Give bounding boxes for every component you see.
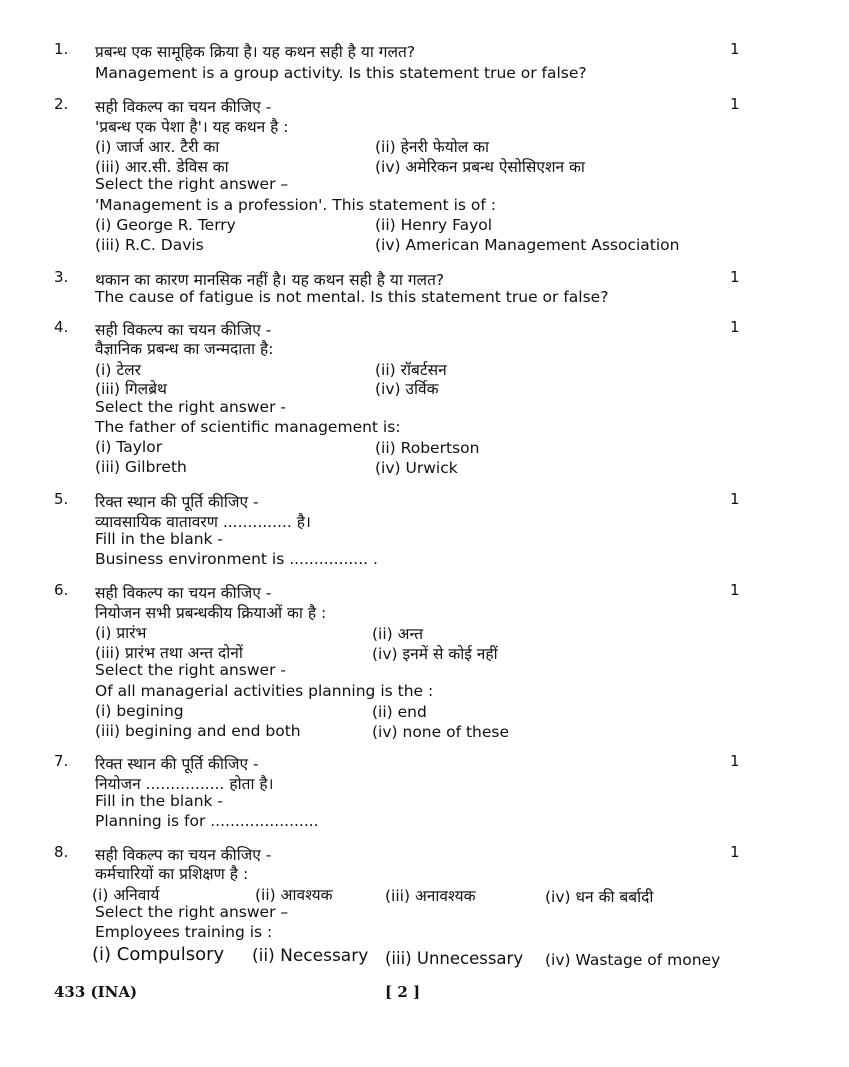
option-hindi: (iv) अमेरिकन प्रबन्ध ऐसोसिएशन का [375,158,585,176]
option-hindi: (iv) धन की बर्बादी [545,888,654,906]
option-english: (iii) R.C. Davis [95,236,204,254]
question-marks: 1 [730,752,740,770]
instruction-hindi: सही विकल्प का चयन कीजिए - [95,584,272,602]
stem-english: Business environment is ................ . [95,550,378,568]
option-english: (i) Compulsory [92,944,225,965]
paper-code: 433 (INA) [54,983,138,1001]
option-hindi: (i) प्रारंभ [95,624,147,642]
option-hindi: (iv) इनमें से कोई नहीं [372,645,498,663]
option-english: (iv) Urwick [375,459,458,477]
instruction-hindi: सही विकल्प का चयन कीजिए - [95,98,272,116]
option-english: (iv) Wastage of money [545,951,721,969]
stem-hindi: वैज्ञानिक प्रबन्ध का जन्मदाता है: [95,340,274,358]
stem-hindi: नियोजन ................ होता है। [95,775,274,793]
question-text-hindi: थकान का कारण मानसिक नहीं है। यह कथन सही है या गलत? [95,271,445,289]
instruction-english: Select the right answer - [95,661,286,679]
question-text-english: The cause of fatigue is not mental. Is this statement true or false? [95,288,609,306]
option-english: (ii) Henry Fayol [375,216,493,234]
instruction-english: Fill in the blank - [95,530,224,548]
stem-english: 'Management is a profession'. This statement is of : [95,196,496,214]
option-english: (ii) Necessary [252,946,369,966]
stem-hindi: नियोजन सभी प्रबन्धकीय क्रियाओं का है : [95,604,327,622]
instruction-hindi: सही विकल्प का चयन कीजिए - [95,846,272,864]
question-marks: 1 [730,95,740,113]
option-hindi: (iii) आर.सी. डेविस का [95,158,229,176]
question-marks: 1 [730,318,740,336]
stem-english: The father of scientific management is: [95,418,401,436]
question-number: 8. [54,843,69,861]
question-marks: 1 [730,268,740,286]
stem-english: Planning is for ...................... [95,812,319,830]
option-hindi: (iii) अनावश्यक [385,887,476,905]
option-english: (i) George R. Terry [95,216,236,234]
stem-english: Of all managerial activities planning is the : [95,682,434,700]
question-number: 3. [54,268,69,286]
option-hindi: (i) अनिवार्य [92,886,160,904]
option-english: (ii) Robertson [375,439,480,457]
question-text-english: Management is a group activity. Is this statement true or false? [95,64,587,82]
stem-english: Employees training is : [95,923,273,941]
instruction-hindi: रिक्त स्थान की पूर्ति कीजिए - [95,755,259,773]
option-hindi: (ii) अन्त [372,625,424,643]
question-number: 2. [54,95,69,113]
option-hindi: (ii) हेनरी फेयोल का [375,138,490,156]
question-number: 6. [54,581,69,599]
option-english: (iii) Unnecessary [385,949,524,968]
option-hindi: (iii) गिलब्रेथ [95,380,167,398]
instruction-hindi: रिक्त स्थान की पूर्ति कीजिए - [95,493,259,511]
instruction-english: Select the right answer – [95,175,289,193]
option-english: (iii) Gilbreth [95,458,187,476]
instruction-english: Select the right answer – [95,903,289,921]
option-hindi: (ii) रॉबर्टसन [375,361,447,379]
option-hindi: (iii) प्रारंभ तथा अन्त दोनों [95,644,243,662]
option-hindi: (i) टेलर [95,361,141,379]
option-hindi: (iv) उर्विक [375,380,439,398]
option-english: (iv) none of these [372,723,510,741]
question-marks: 1 [730,581,740,599]
question-marks: 1 [730,490,740,508]
question-marks: 1 [730,40,740,58]
option-english: (iv) American Management Association [375,236,680,254]
option-english: (iii) begining and end both [95,722,301,740]
question-number: 1. [54,40,69,58]
option-hindi: (ii) आवश्यक [255,886,333,904]
question-number: 4. [54,318,69,336]
stem-hindi: व्यावसायिक वातावरण .............. है। [95,513,311,531]
instruction-english: Select the right answer - [95,398,286,416]
instruction-english: Fill in the blank - [95,792,224,810]
question-number: 5. [54,490,69,508]
question-text-hindi: प्रबन्ध एक सामूहिक क्रिया है। यह कथन सही है या गलत? [95,43,416,61]
option-english: (i) Taylor [95,438,163,456]
option-english: (i) begining [95,702,184,720]
stem-hindi: कर्मचारियों का प्रशिक्षण है : [95,865,249,883]
page-number: [ 2 ] [385,983,421,1001]
option-hindi: (i) जार्ज आर. टैरी का [95,138,220,156]
instruction-hindi: सही विकल्प का चयन कीजिए - [95,321,272,339]
question-number: 7. [54,752,69,770]
stem-hindi: 'प्रबन्ध एक पेशा है'। यह कथन है : [95,118,289,136]
question-marks: 1 [730,843,740,861]
option-english: (ii) end [372,703,427,721]
